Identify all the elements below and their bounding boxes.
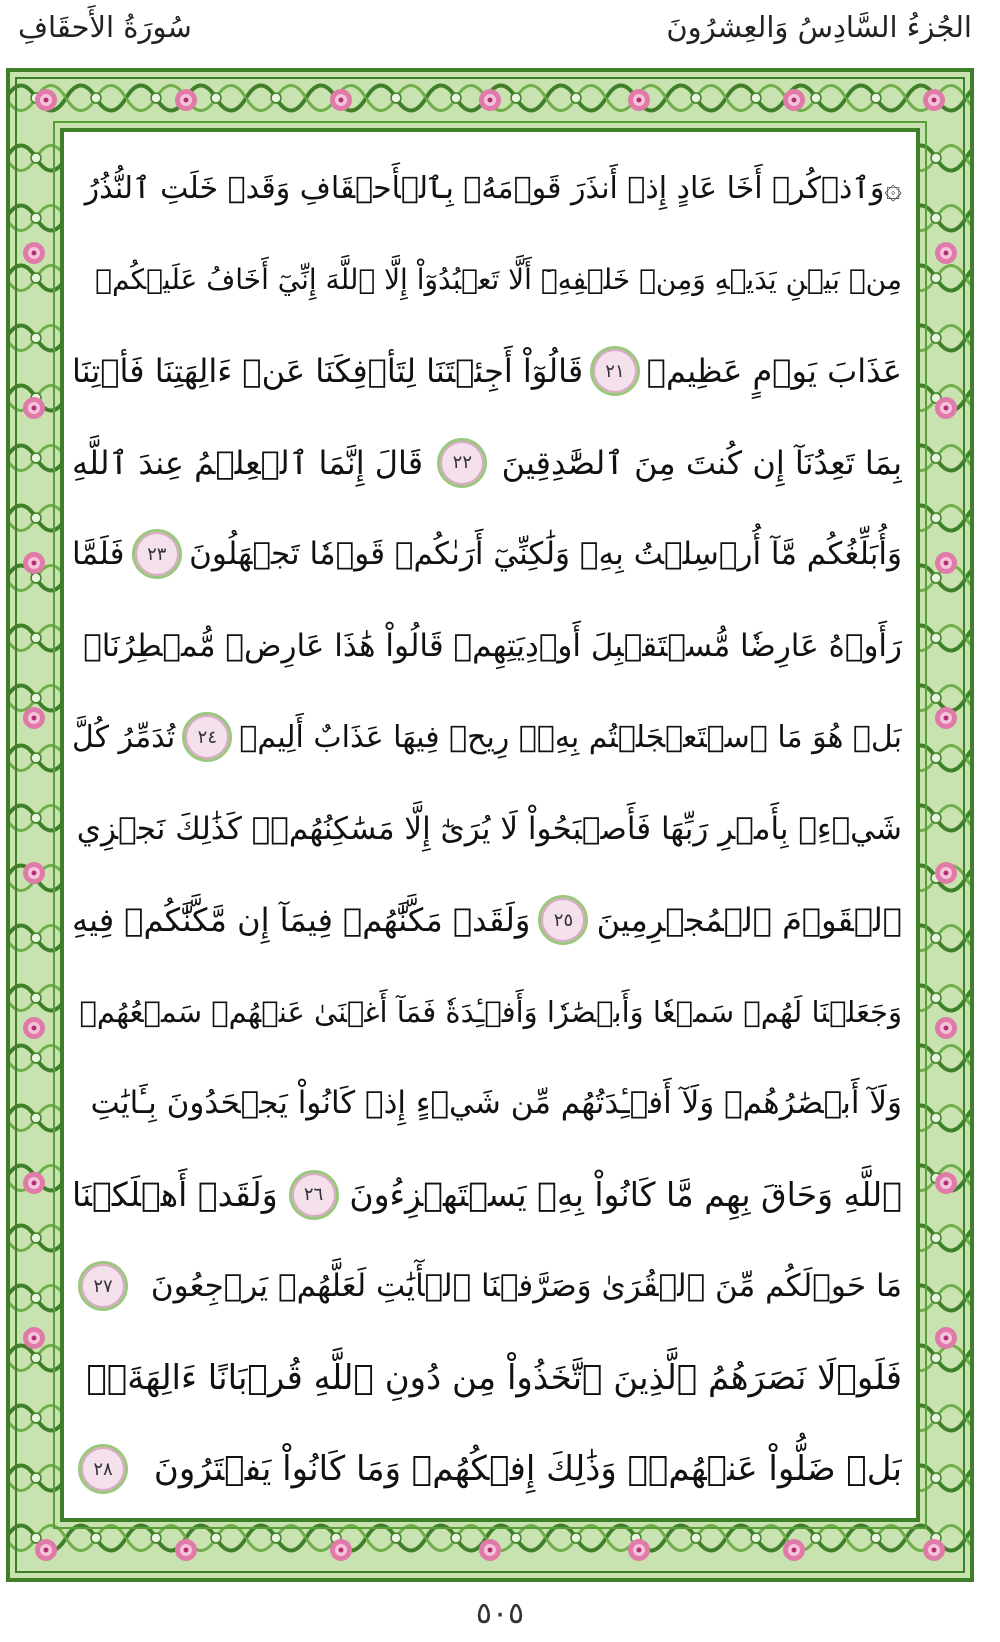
verse-text: وَلَقَدۡ مَكَّنَّٰهُمۡ فِيمَآ إِن مَّكَّنَّٰكُمۡ فِيهِ xyxy=(72,901,531,939)
verse-text: وَأُبَلِّغُكُم مَّآ أُرۡسِلۡتُ بِهِۦ وَلَٰكِنِّيٓ أَرَىٰكُمۡ قَوۡمٗا تَجۡهَلُونَ xyxy=(189,536,902,572)
text-line xyxy=(72,1338,902,1418)
ayah-number-marker: ٢١ xyxy=(590,346,640,396)
text-line xyxy=(72,1063,902,1143)
verse-text: ۞وَٱذۡكُرۡ أَخَا عَادٍ إِذۡ أَنذَرَ قَوۡمَهُۥ بِٱلۡأَحۡقَافِ وَقَدۡ خَلَتِ ٱلنُّذُرُ xyxy=(84,170,902,206)
quran-text-area xyxy=(72,140,902,1512)
ayah-number-marker: ٢٣ xyxy=(132,529,182,579)
juz-name: الجُزءُ السَّادِسُ وَالعِشرُونَ xyxy=(666,10,972,44)
text-line xyxy=(72,880,902,960)
verse-text: وَلَقَدۡ أَهۡلَكۡنَا xyxy=(72,1175,278,1214)
page-number: ٥٠٥ xyxy=(475,1596,525,1631)
text-line xyxy=(72,423,902,503)
text-line xyxy=(72,1246,902,1326)
ayah-number-marker: ٢٤ xyxy=(182,712,232,762)
ayah-number-marker: ٢٥ xyxy=(538,895,588,945)
verse-text: ٱلۡقَوۡمَ ٱلۡمُجۡرِمِينَ xyxy=(596,901,902,939)
verse-text: وَلَآ أَبۡصَٰرُهُمۡ وَلَآ أَفۡـِٔدَتُهُم مِّن شَيۡءٍ إِذۡ كَانُواْ يَجۡحَدُونَ بِـَٔايَٰتِ xyxy=(90,1085,902,1121)
verse-text: مَا حَوۡلَكُم مِّنَ ٱلۡقُرَىٰ وَصَرَّفۡنَا ٱلۡأٓيَٰتِ لَعَلَّهُمۡ يَرۡجِعُونَ xyxy=(150,1268,902,1304)
verse-text: مِنۢ بَيۡنِ يَدَيۡهِ وَمِنۡ خَلۡفِهِۦٓ أَلَّا تَعۡبُدُوٓاْ إِلَّا ٱللَّهَ إِنِّيٓ أَخَافُ عَلَيۡكُمۡ xyxy=(95,263,902,296)
verse-text: وَجَعَلۡنَا لَهُمۡ سَمۡعٗا وَأَبۡصَٰرٗا وَأَفۡـِٔدَةٗ فَمَآ أَغۡنَىٰ عَنۡهُمۡ سَمۡعُهُمۡ xyxy=(79,994,902,1029)
text-line xyxy=(72,789,902,869)
ayah-number-marker: ٢٦ xyxy=(289,1170,339,1220)
text-line xyxy=(72,1429,902,1509)
page-header xyxy=(0,0,1000,60)
verse-text: فَلَمَّا xyxy=(72,536,125,572)
verse-text: بَلۡ ضَلُّواْ عَنۡهُمۡۚ وَذَٰلِكَ إِفۡكُهُمۡ وَمَا كَانُواْ يَفۡتَرُونَ xyxy=(153,1449,902,1489)
text-line xyxy=(72,331,902,411)
verse-text: رَأَوۡهُ عَارِضٗا مُّسۡتَقۡبِلَ أَوۡدِيَتِهِمۡ قَالُواْ هَٰذَا عَارِضٞ مُّمۡطِرُنَاۚ xyxy=(83,627,902,664)
verse-text: شَيۡءِۭ بِأَمۡرِ رَبِّهَا فَأَصۡبَحُواْ لَا يُرَىٰٓ إِلَّا مَسَٰكِنُهُمۡۚ كَذَٰلِكَ نَجۡزِي xyxy=(76,810,902,847)
text-line xyxy=(72,514,902,594)
verse-text: قَالُوٓاْ أَجِئۡتَنَا لِتَأۡفِكَنَا عَنۡ ءَالِهَتِنَا فَأۡتِنَا xyxy=(72,352,584,390)
ayah-number-marker: ٢٨ xyxy=(78,1444,128,1494)
verse-text: بِمَا تَعِدُنَآ إِن كُنتَ مِنَ ٱلصَّٰدِقِينَ xyxy=(501,443,902,482)
text-line xyxy=(72,1155,902,1235)
ayah-number-marker: ٢٧ xyxy=(78,1261,128,1311)
text-line xyxy=(72,240,902,320)
verse-text: فَلَوۡلَا نَصَرَهُمُ ٱلَّذِينَ ٱتَّخَذُواْ مِن دُونِ ٱللَّهِ قُرۡبَانًا ءَالِهَةَۢۖ xyxy=(86,1357,902,1398)
verse-text: عَذَابَ يَوۡمٍ عَظِيمٖ xyxy=(646,352,902,390)
text-line xyxy=(72,972,902,1052)
surah-name: سُورَةُ الأَحقَافِ xyxy=(18,10,192,44)
text-line xyxy=(72,606,902,686)
verse-text: بَلۡ هُوَ مَا ٱسۡتَعۡجَلۡتُم بِهِۦۖ رِيحٞ فِيهَا عَذَابٌ أَلِيمٞ xyxy=(239,719,902,755)
verse-text: ٱللَّهِ وَحَاقَ بِهِم مَّا كَانُواْ بِهِۦ يَسۡتَهۡزِءُونَ xyxy=(349,1175,902,1214)
text-line xyxy=(72,148,902,228)
verse-text: قَالَ إِنَّمَا ٱلۡعِلۡمُ عِندَ ٱللَّهِ xyxy=(72,443,424,482)
text-line xyxy=(72,697,902,777)
ayah-number-marker: ٢٢ xyxy=(437,438,487,488)
verse-text: تُدَمِّرُ كُلَّ xyxy=(72,719,176,755)
